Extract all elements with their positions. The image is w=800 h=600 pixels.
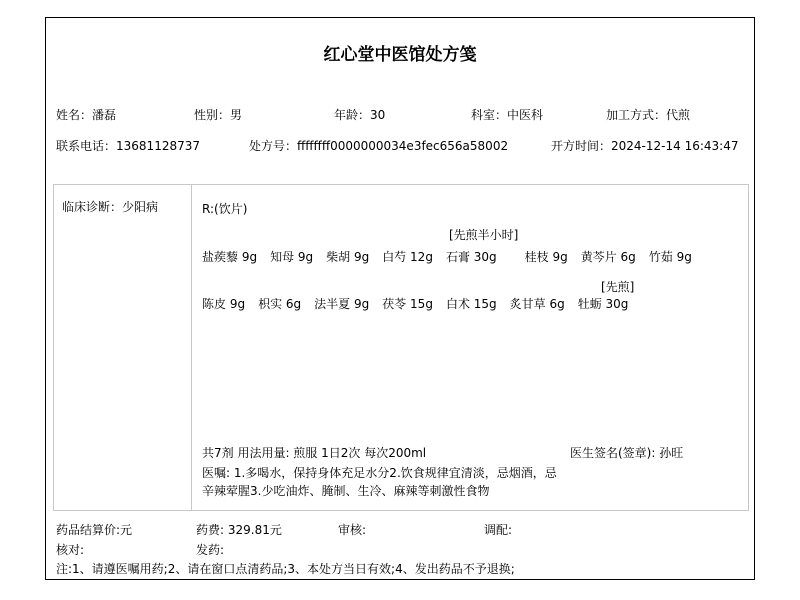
herb-item: 竹茹 9g (648, 250, 692, 264)
advice-line-1: 医嘱: 1.多喝水，保持身体充足水分2.饮食规律宜清淡，忌烟酒，忌 (202, 466, 557, 480)
dispense-label: 调配: (484, 523, 513, 537)
issue-time-field (551, 139, 738, 154)
diagnosis-label: 临床诊断： (62, 200, 123, 214)
fee-label: 药费: (196, 523, 225, 537)
patient-gender-value: 男 (230, 108, 243, 122)
review-label: 审核: (338, 523, 367, 537)
herb-item: 石膏 30g (445, 250, 497, 264)
herb-item: 陈皮 9g (202, 297, 246, 311)
phone-field (56, 139, 200, 154)
issue-label: 发药: (196, 543, 225, 557)
processing-method-field (606, 108, 690, 123)
check-label: 核对: (56, 543, 85, 557)
issue-time-label: 开方时间： (551, 139, 612, 153)
doctor-signature: 医生签名(签章): 孙旺 (570, 446, 684, 460)
rx-number-field (249, 139, 508, 154)
herb-item: 法半夏 9g (314, 297, 370, 311)
phone-label: 联系电话： (56, 139, 117, 153)
rx-panel (192, 185, 748, 510)
patient-name-field (56, 108, 116, 123)
usage-line: 共7剂 用法用量: 煎服 1日2次 每次200ml (202, 446, 427, 460)
patient-age-label: 年龄： (334, 108, 371, 122)
rx-number-label: 处方号： (249, 139, 298, 153)
rx-number-value: ffffffff0000000034e3fec656a58002 (297, 139, 509, 153)
settlement-price-field (56, 523, 132, 538)
herb-row (202, 248, 705, 265)
herb-item: 白芍 12g (382, 250, 433, 264)
department-field (471, 108, 543, 123)
herb-item: 柴胡 9g (326, 250, 370, 264)
herb-item: 炙甘草 6g (509, 297, 565, 311)
herb-item: 黄芩片 6g (580, 250, 636, 264)
patient-name-label: 姓名： (56, 108, 93, 122)
patient-gender-label: 性别： (194, 108, 231, 122)
herb-item: 牡蛎 30g (577, 297, 629, 311)
department-value: 中医科 (507, 108, 544, 122)
patient-age-value: 30 (370, 108, 386, 122)
processing-method-label: 加工方式： (606, 108, 667, 122)
review-field (338, 523, 366, 538)
fee-value: 329.81元 (227, 523, 282, 537)
note-line: 注:1、请遵医嘱用药;2、请在窗口点清药品;3、本处方当日有效;4、发出药品不予退换; (56, 562, 515, 576)
advice-line-2: 辛辣荤腥3.少吃油炸、腌制、生冷、麻辣等刺激性食物 (202, 484, 490, 498)
phone-value: 13681128737 (116, 139, 200, 153)
diagnosis-value: 少阳病 (122, 200, 159, 214)
settlement-price-label: 药品结算价: (56, 523, 121, 537)
check-field (56, 543, 84, 558)
page-title: 红心堂中医馆处方笺 (323, 45, 477, 65)
dispense-field (484, 523, 512, 538)
diagnosis-panel (54, 185, 192, 510)
herb-item: 枳实 6g (258, 297, 302, 311)
herb-item: 桂枝 9g (524, 250, 568, 264)
herb-item: 茯苓 15g (382, 297, 433, 311)
rx-header: R:(饮片) (202, 202, 248, 216)
patient-name-value: 潘磊 (92, 108, 117, 122)
prescription-box (53, 184, 749, 511)
patient-gender-field (194, 108, 242, 123)
herb-annotation: [先煎] (601, 280, 635, 294)
processing-method-value: 代煎 (666, 108, 691, 122)
herb-item: 白术 15g (445, 297, 497, 311)
department-label: 科室： (471, 108, 508, 122)
patient-age-field (334, 108, 385, 123)
settlement-price-value: 元 (120, 523, 133, 537)
issue-field (196, 543, 224, 558)
herb-annotation: [先煎半小时] (449, 228, 519, 242)
prescription-sheet (45, 17, 755, 580)
herb-item: 盐蒺藜 9g (202, 250, 258, 264)
herb-item: 知母 9g (270, 250, 314, 264)
fee-field (196, 523, 282, 538)
issue-time-value: 2024-12-14 16:43:47 (611, 139, 739, 153)
herb-row (202, 295, 641, 312)
